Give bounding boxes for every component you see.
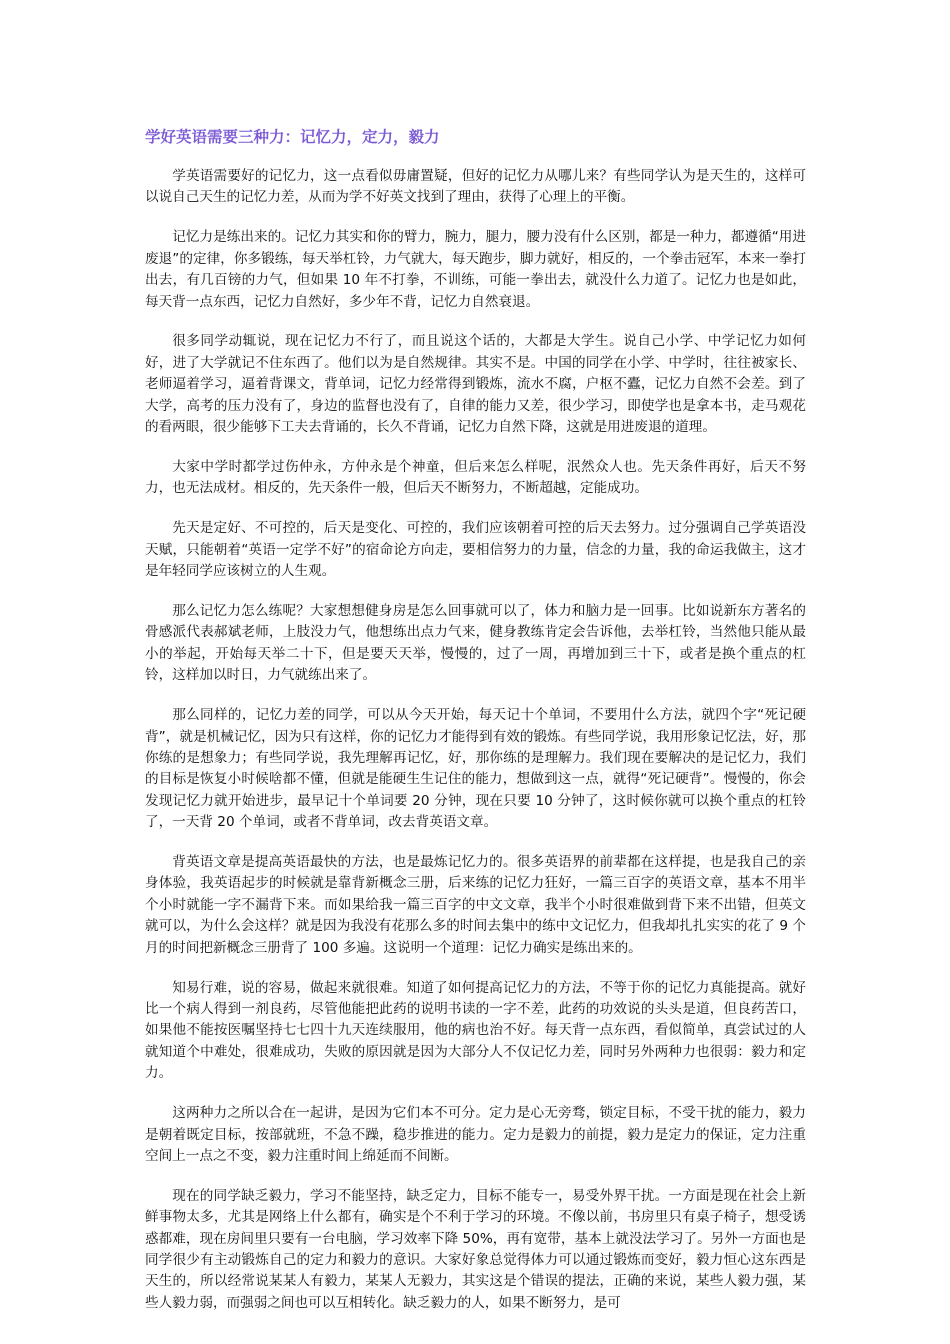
paragraph: 记忆力是练出来的。记忆力其实和你的臂力，腕力，腿力，腰力没有什么区别，都是一种力，都遵循“用进废退”的定律，你多锻练，每天举杠铃，力气就大，每天跑步，脚力就好，相反的，一个拳击冠军，本来一拳打出去，有几百镑的力气，但如果 10 年不打拳，不训练，可能一拳出去，就没什么力道了。记忆力也是如此，每天背一点东西，记忆力自然好，多少年不背，记忆力自然衰退。 [145,229,806,310]
paragraph: 这两种力之所以合在一起讲，是因为它们本不可分。定力是心无旁骛，锁定目标，不受干扰的能力，毅力是朝着既定目标，按部就班，不急不躁，稳步推进的能力。定力是毅力的前提，毅力是定力的保证，定力注重空间上一点之不变，毅力注重时间上绵延而不间断。 [145,1105,806,1164]
document-page [145,126,806,1333]
paragraph: 大家中学时都学过伤仲永，方仲永是个神童，但后来怎么样呢，泯然众人也。先天条件再好，后天不努力，也无法成材。相反的，先天条件一般，但后天不断努力，不断超越，定能成功。 [145,458,806,497]
paragraph: 那么同样的，记忆力差的同学，可以从今天开始，每天记十个单词，不要用什么方法，就四个字“死记硬背”，就是机械记忆，因为只有这样，你的记忆力才能得到有效的锻炼。有些同学说，我用形象记忆法，好，那你练的是想象力；有些同学说，我先理解再记忆，好，那你练的是理解力。我们现在要解决的是记忆力，我们的目标是恢复小时候啥都不懂，但就是能硬生生记住的能力，想做到这一点，就得“死记硬背”。慢慢的，你会发现记忆力就开始进步，最早记十个单词要 20 分钟，现在只要 10 分钟了，这时候你就可以换个重点的杠铃了，一天背 20 个单词，或者不背单词，改去背英语文章。 [145,707,806,831]
paragraph: 先天是定好、不可控的，后天是变化、可控的，我们应该朝着可控的后天去努力。过分强调自己学英语没天赋，只能朝着“英语一定学不好”的宿命论方向走，要相信努力的力量，信念的力量，我的命运我做主，这才是年轻同学应该树立的人生观。 [145,520,806,580]
paragraph: 背英语文章是提高英语最快的方法，也是最炼记忆力的。很多英语界的前辈都在这样提，也是我自己的亲身体验，我英语起步的时候就是靠背新概念三册，后来练的记忆力狂好，一篇三百字的英语文章，基本不用半个小时就能一字不漏背下来。而如果给我一篇三百字的中文文章，我半个小时很难做到背下来不出错，但英文就可以，为什么会这样？就是因为我没有花那么多的时间去集中的练中文记忆力，但我却扎扎实实的花了 9 个月的时间把新概念三册背了 100 多遍。这说明一个道理：记忆力确实是练出来的。 [145,854,806,956]
article-title: 学好英语需要三种力：记忆力，定力，毅力 [145,128,440,146]
paragraph: 很多同学动辄说，现在记忆力不行了，而且说这个话的，大都是大学生。说自己小学、中学记忆力如何好，进了大学就记不住东西了。他们以为是自然规律。其实不是。中国的同学在小学、中学时，往往被家长、老师逼着学习，逼着背课文，背单词，记忆力经常得到锻炼，流水不腐，户枢不蠹，记忆力自然不会差。到了大学，高考的压力没有了，身边的监督也没有了，自律的能力又差，很少学习，即使学也是拿本书，走马观花的看两眼，很少能够下工夫去背诵的，长久不背诵，记忆力自然下降，这就是用进废退的道理。 [145,333,806,436]
paragraph: 现在的同学缺乏毅力，学习不能坚持，缺乏定力，目标不能专一，易受外界干扰。一方面是现在社会上新鲜事物太多，尤其是网络上什么都有，确实是个不利于学习的环境。不像以前，书房里只有桌子椅子，想受诱惑都难，现在房间里只要有一台电脑，学习效率下降 50%，再有宽带，基本上就没法学习了。另外一方面也是同学很少有主动锻炼自己的定力和毅力的意识。大家好象总觉得体力可以通过锻炼而变好，毅力恒心这东西是天生的，所以经常说某某人有毅力，某某人无毅力，其实这是个错误的提法，正确的来说，某些人毅力强，某些人毅力弱，而强弱之间也可以互相转化。缺乏毅力的人，如果不断努力，是可 [145,1187,806,1311]
paragraph: 那么记忆力怎么练呢？大家想想健身房是怎么回事就可以了，体力和脑力是一回事。比如说新东方著名的骨感派代表郝斌老师，上肢没力气，他想练出点力气来，健身教练肯定会告诉他，去举杠铃，当然他只能从最小的举起，开始每天举二十下，但是要天天举，慢慢的，过了一周，再增加到三十下，或者是换个重点的杠铃，这样加以时日，力气就练出来了。 [145,603,806,684]
paragraph: 学英语需要好的记忆力，这一点看似毋庸置疑，但好的记忆力从哪儿来？有些同学认为是天生的，这样可以说自己天生的记忆力差，从而为学不好英文找到了理由，获得了心理上的平衡。 [145,168,806,206]
paragraph: 知易行难，说的容易，做起来就很难。知道了如何提高记忆力的方法，不等于你的记忆力真能提高。就好比一个病人得到一剂良药，尽管他能把此药的说明书读的一字不差，此药的功效说的头头是道，但良药苦口，如果他不能按医嘱坚持七七四十九天连续服用，他的病也治不好。每天背一点东西，看似简单，真尝试过的人就知道个中难处，很难成功，失败的原因就是因为大部分人不仅记忆力差，同时另外两种力也很弱：毅力和定力。 [145,979,806,1082]
